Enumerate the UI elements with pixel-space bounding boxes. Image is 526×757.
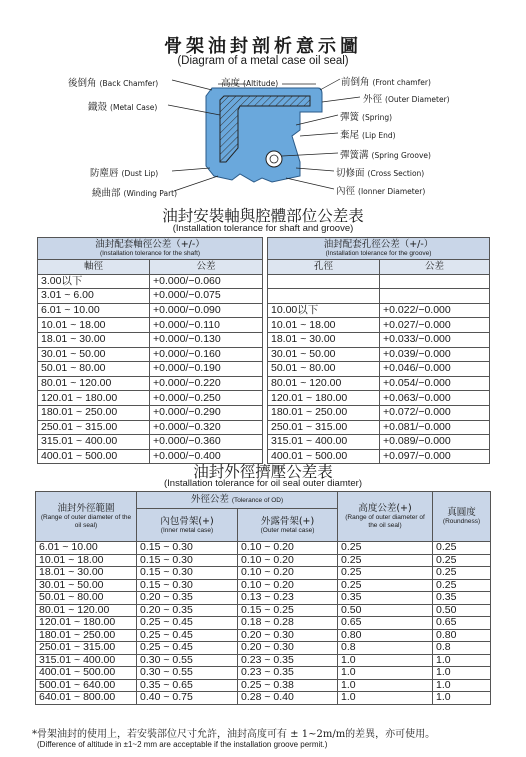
od-table-row: [36, 629, 491, 642]
height-header-zh: 高度公差(+): [358, 503, 412, 514]
groove-table-cell: +0.063/−0.000: [380, 391, 490, 406]
groove-col-tolerance: 公差: [380, 260, 490, 275]
groove-table-cell: +0.033/−0.000: [380, 332, 490, 347]
shaft-table-row: [38, 420, 263, 435]
od-table-cell: 0.25 ~ 0.38: [238, 679, 338, 692]
shaft-col-diameter: 軸徑: [38, 260, 150, 275]
shaft-table-row: [38, 318, 263, 333]
label-spring-groove-zh: 彈簧溝: [340, 150, 369, 161]
od-table-cell: 0.15 ~ 0.30: [137, 554, 238, 567]
shaft-table-cell: 3.00以下: [38, 274, 150, 289]
groove-table-cell: +0.089/−0.000: [380, 435, 490, 450]
od-table-cell: 180.01 ~ 250.00: [36, 629, 137, 642]
od-header: [137, 492, 338, 509]
groove-table-row: [268, 303, 490, 318]
shaft-table-cell: +0.000/−0.160: [150, 347, 263, 362]
label-lip-end-en: (Lip End): [362, 131, 396, 140]
shaft-table-row: [38, 435, 263, 450]
shaft-table-cell: 3.01 ~ 6.00: [38, 289, 150, 304]
od-table-cell: 0.10 ~ 0.20: [238, 542, 338, 555]
label-altitude-zh: 高度: [221, 78, 241, 89]
shaft-table-cell: 6.01 ~ 10.00: [38, 303, 150, 318]
od-table-cell: 0.23 ~ 0.35: [238, 654, 338, 667]
od-table-cell: 0.25: [433, 554, 491, 567]
od-table-cell: 0.25: [338, 567, 433, 580]
shaft-table-cell: +0.000/−0.250: [150, 391, 263, 406]
section2-title: 油封外徑擠壓公差表: [193, 463, 333, 481]
groove-table-cell: 315.01 ~ 400.00: [268, 435, 380, 450]
shaft-table-row: [38, 376, 263, 391]
od-table-cell: 0.20 ~ 0.30: [238, 642, 338, 655]
label-spring-groove: [340, 147, 431, 161]
groove-table-row: [268, 318, 490, 333]
label-lip-end: [340, 127, 396, 141]
shaft-header-en: (Installation tolerance for the shaft): [99, 250, 201, 257]
groove-header-zh: 油封配套孔徑公差（+/-）: [323, 239, 434, 250]
shaft-table-cell: +0.000/−0.400: [150, 449, 263, 464]
groove-table-row: [268, 274, 490, 289]
od-table-row: [36, 642, 491, 655]
shaft-table-cell: +0.000/−0.290: [150, 405, 263, 420]
label-altitude: [221, 75, 278, 89]
groove-table-cell: [380, 274, 490, 289]
shaft-table-cell: 50.01 ~ 80.00: [38, 362, 150, 377]
od-table-cell: 0.15 ~ 0.30: [137, 579, 238, 592]
shaft-table-cell: 30.01 ~ 50.00: [38, 347, 150, 362]
spring-circle: [266, 151, 282, 167]
groove-table-row: [268, 289, 490, 304]
od-table-cell: 0.10 ~ 0.20: [238, 567, 338, 580]
od-table-cell: 0.15 ~ 0.30: [137, 567, 238, 580]
od-table-row: [36, 654, 491, 667]
od-table-cell: 0.25: [433, 579, 491, 592]
od-table-cell: 0.10 ~ 0.20: [238, 554, 338, 567]
od-table-row: [36, 592, 491, 605]
od-table-cell: 0.25: [433, 542, 491, 555]
shaft-table-cell: +0.000/−0.220: [150, 376, 263, 391]
shaft-table-cell: +0.000/−0.130: [150, 332, 263, 347]
label-metal-case-en: (Metal Case): [110, 103, 158, 112]
od-table-cell: 0.40 ~ 0.75: [137, 692, 238, 705]
section2-subtitle: (Installation tolerance for oil seal outer diamter): [163, 478, 362, 489]
od-table-row: [36, 579, 491, 592]
od-table-cell: 0.65: [433, 617, 491, 630]
label-dust-lip-en: (Dust Lip): [121, 169, 159, 178]
groove-table-row: [268, 332, 490, 347]
inner-case-header-zh: 內包骨架(+): [160, 515, 214, 527]
footnote-zh: *骨架油封的使用上，若安裝部位尺寸允許，油封高度可有 ± 1~2m/m的差異，亦可使用。: [32, 729, 436, 740]
groove-table-row: [268, 420, 490, 435]
groove-table-cell: 400.01 ~ 500.00: [268, 449, 380, 464]
od-table-cell: 0.8: [338, 642, 433, 655]
shaft-table-cell: 80.01 ~ 120.00: [38, 376, 150, 391]
od-table-cell: 10.01 ~ 18.00: [36, 554, 137, 567]
od-table-cell: 1.0: [433, 667, 491, 680]
shaft-table-cell: 180.01 ~ 250.00: [38, 405, 150, 420]
od-table-cell: 0.15 ~ 0.25: [238, 604, 338, 617]
label-winding-part-en: (Winding Part): [123, 189, 178, 198]
shaft-table-header: [38, 238, 263, 260]
label-cross-section: [336, 165, 424, 179]
shaft-table-cell: +0.000/−0.090: [150, 303, 263, 318]
od-table-cell: 0.25: [433, 567, 491, 580]
od-table-cell: 50.01 ~ 80.00: [36, 592, 137, 605]
od-table-cell: 1.0: [338, 692, 433, 705]
od-table-cell: 0.28 ~ 0.40: [238, 692, 338, 705]
section1-title: 油封安裝軸與腔體部位公差表: [162, 207, 364, 225]
od-table-cell: 400.01 ~ 500.00: [36, 667, 137, 680]
od-table-cell: 1.0: [338, 667, 433, 680]
groove-header-en: (Installation tolerance for the groove): [325, 250, 432, 257]
od-table-cell: 1.0: [433, 654, 491, 667]
od-table-row: [36, 604, 491, 617]
shaft-table-cell: +0.000/−0.360: [150, 435, 263, 450]
groove-table-cell: +0.039/−0.000: [380, 347, 490, 362]
od-table-cell: 0.80: [338, 629, 433, 642]
od-table-cell: 18.01 ~ 30.00: [36, 567, 137, 580]
groove-table-header: [268, 238, 490, 260]
od-table-cell: 0.20 ~ 0.35: [137, 592, 238, 605]
outer-case-header-zh: 外露骨架(+): [260, 515, 315, 527]
shaft-table-cell: 400.01 ~ 500.00: [38, 449, 150, 464]
shaft-table-cell: +0.000/−0.110: [150, 318, 263, 333]
height-header-en: (Range of outer diameter of the oil seal): [345, 514, 425, 529]
od-table-row: [36, 567, 491, 580]
shaft-table-cell: +0.000/−0.075: [150, 289, 263, 304]
od-table-cell: 1.0: [433, 692, 491, 705]
od-table-cell: 250.01 ~ 315.00: [36, 642, 137, 655]
range-header: [36, 492, 137, 542]
shaft-table-row: [38, 303, 263, 318]
label-outer-diameter-zh: 外徑: [363, 94, 383, 105]
od-table-row: [36, 542, 491, 555]
groove-tolerance-table: [267, 237, 490, 464]
od-table-cell: 315.01 ~ 400.00: [36, 654, 137, 667]
label-winding-part: [92, 185, 177, 199]
groove-table-row: [268, 362, 490, 377]
label-spring-groove-en: (Spring Groove): [371, 151, 431, 160]
shaft-table-cell: +0.000/−0.190: [150, 362, 263, 377]
groove-table-cell: +0.027/−0.000: [380, 318, 490, 333]
label-back-chamfer: [68, 75, 158, 89]
od-table-cell: 0.25 ~ 0.45: [137, 642, 238, 655]
shaft-table-row: [38, 405, 263, 420]
roundness-header-en: (Roundness): [442, 518, 481, 525]
od-table-cell: 0.8: [433, 642, 491, 655]
section1-subtitle: (Installation tolerance for shaft and groove): [172, 223, 354, 234]
od-table-cell: 6.01 ~ 10.00: [36, 542, 137, 555]
label-altitude-en: (Altitude): [243, 79, 279, 88]
od-table-cell: 80.01 ~ 120.00: [36, 604, 137, 617]
label-front-chamfer-en: (Front chamfer): [372, 78, 431, 87]
shaft-table-row: [38, 289, 263, 304]
od-table-cell: 0.25 ~ 0.45: [137, 617, 238, 630]
od-table-cell: 0.10 ~ 0.20: [238, 579, 338, 592]
od-table-cell: 0.50: [433, 604, 491, 617]
od-table-cell: 0.20 ~ 0.30: [238, 629, 338, 642]
od-table-cell: 0.23 ~ 0.35: [238, 667, 338, 680]
groove-table-cell: +0.072/−0.000: [380, 405, 490, 420]
groove-table-cell: 10.01 ~ 18.00: [268, 318, 380, 333]
label-outer-diameter-en: (Outer Diameter): [385, 95, 450, 104]
od-header-en: (Tolerance of OD): [231, 497, 284, 505]
od-table-cell: 0.35: [338, 592, 433, 605]
shaft-table-cell: +0.000/−0.320: [150, 420, 263, 435]
od-table-cell: 0.35 ~ 0.65: [137, 679, 238, 692]
od-table-cell: 0.25: [338, 554, 433, 567]
od-table-row: [36, 667, 491, 680]
shaft-table-row: [38, 332, 263, 347]
roundness-header-zh: 真圓度: [447, 507, 476, 518]
groove-table-row: [268, 376, 490, 391]
od-header-zh: 外徑公差: [190, 494, 229, 506]
label-front-chamfer-zh: 前倒角: [341, 77, 370, 88]
outer-case-header: [238, 509, 338, 542]
shaft-table-row: [38, 274, 263, 289]
footnote-en: (Difference of altitude in ±1~2 mm are acceptable if the installation groove permit.): [37, 740, 328, 749]
od-table-cell: 120.01 ~ 180.00: [36, 617, 137, 630]
groove-table-cell: 10.00以下: [268, 303, 380, 318]
od-table-row: [36, 617, 491, 630]
label-back-chamfer-en: (Back Chamfer): [99, 79, 159, 88]
oil-seal-diagram: [0, 70, 526, 205]
od-table-cell: 0.18 ~ 0.28: [238, 617, 338, 630]
shaft-table-row: [38, 347, 263, 362]
page-title: 骨架油封剖析意示圖: [164, 36, 362, 57]
od-table-cell: 0.65: [338, 617, 433, 630]
label-front-chamfer: [341, 74, 431, 88]
groove-table-cell: 80.01 ~ 120.00: [268, 376, 380, 391]
shaft-table-row: [38, 391, 263, 406]
label-back-chamfer-zh: 後倒角: [68, 78, 97, 89]
groove-table-cell: +0.097/−0.000: [380, 449, 490, 464]
label-inner-diameter-en: (Ionner Diameter): [358, 187, 426, 196]
label-dust-lip-zh: 防塵唇: [90, 168, 119, 179]
od-table-cell: 640.01 ~ 800.00: [36, 692, 137, 705]
od-table-cell: 0.25 ~ 0.45: [137, 629, 238, 642]
od-table-cell: 1.0: [433, 679, 491, 692]
shaft-table-cell: 120.01 ~ 180.00: [38, 391, 150, 406]
label-spring-en: (Spring): [362, 113, 393, 122]
label-cross-section-zh: 切修面: [336, 168, 365, 179]
range-header-zh: 油封外徑範圍: [57, 503, 115, 514]
label-spring: [340, 109, 392, 123]
groove-table-cell: 180.01 ~ 250.00: [268, 405, 380, 420]
label-metal-case-zh: 鐵殼: [88, 102, 108, 113]
shaft-col-tolerance: 公差: [150, 260, 263, 275]
od-table-cell: 0.25: [338, 542, 433, 555]
label-cross-section-en: (Cross Section): [367, 169, 425, 178]
od-table-cell: 0.15 ~ 0.30: [137, 542, 238, 555]
od-table-row: [36, 679, 491, 692]
shaft-table-cell: 10.01 ~ 18.00: [38, 318, 150, 333]
label-inner-diameter-zh: 內徑: [336, 186, 356, 197]
groove-table-row: [268, 347, 490, 362]
od-table-cell: 0.35: [433, 592, 491, 605]
inner-case-header-en: (Inner metal case): [160, 526, 214, 534]
page-subtitle: (Diagram of a metal case oil seal): [177, 55, 349, 67]
outer-diameter-tolerance-table: [35, 491, 491, 705]
od-table-cell: 0.30 ~ 0.55: [137, 667, 238, 680]
shaft-tolerance-table: [37, 237, 263, 464]
label-outer-diameter: [363, 91, 450, 105]
roundness-header: [433, 492, 491, 542]
height-header: [338, 492, 433, 542]
shaft-table-cell: +0.000/−0.060: [150, 274, 263, 289]
groove-table-cell: 250.01 ~ 315.00: [268, 420, 380, 435]
od-table-cell: 0.80: [433, 629, 491, 642]
od-table-cell: 0.25: [338, 579, 433, 592]
groove-col-diameter: 孔徑: [268, 260, 380, 275]
label-dust-lip: [90, 165, 158, 179]
groove-table-cell: 120.01 ~ 180.00: [268, 391, 380, 406]
od-table-cell: 0.30 ~ 0.55: [137, 654, 238, 667]
label-winding-part-zh: 繞曲部: [92, 188, 121, 199]
shaft-header-zh: 油封配套軸徑公差（+/-）: [95, 239, 205, 250]
label-lip-end-zh: 棄尾: [340, 130, 360, 141]
label-metal-case: [88, 99, 157, 113]
groove-table-cell: 18.01 ~ 30.00: [268, 332, 380, 347]
od-table-cell: 1.0: [338, 679, 433, 692]
label-spring-zh: 彈簧: [340, 112, 360, 123]
shaft-table-cell: 315.01 ~ 400.00: [38, 435, 150, 450]
groove-table-row: [268, 405, 490, 420]
od-table-cell: 1.0: [338, 654, 433, 667]
inner-case-header: [137, 509, 238, 542]
groove-table-cell: [268, 274, 380, 289]
groove-table-row: [268, 391, 490, 406]
od-table-row: [36, 692, 491, 705]
od-table-cell: 30.01 ~ 50.00: [36, 579, 137, 592]
label-inner-diameter: [336, 183, 425, 197]
od-table-cell: 0.13 ~ 0.23: [238, 592, 338, 605]
od-table-row: [36, 554, 491, 567]
range-header-en: (Range of outer diameter of the oil seal): [40, 514, 132, 529]
groove-table-cell: 30.01 ~ 50.00: [268, 347, 380, 362]
groove-table-cell: [268, 289, 380, 304]
groove-table-cell: +0.081/−0.000: [380, 420, 490, 435]
od-table-cell: 0.50: [338, 604, 433, 617]
groove-table-cell: +0.046/−0.000: [380, 362, 490, 377]
groove-table-cell: +0.022/−0.000: [380, 303, 490, 318]
od-table-cell: 500.01 ~ 640.00: [36, 679, 137, 692]
groove-table-cell: [380, 289, 490, 304]
groove-table-cell: +0.054/−0.000: [380, 376, 490, 391]
shaft-table-cell: 250.01 ~ 315.00: [38, 420, 150, 435]
shaft-table-row: [38, 362, 263, 377]
od-table-cell: 0.20 ~ 0.35: [137, 604, 238, 617]
groove-table-cell: 50.01 ~ 80.00: [268, 362, 380, 377]
shaft-table-cell: 18.01 ~ 30.00: [38, 332, 150, 347]
groove-table-row: [268, 435, 490, 450]
outer-case-header-en: (Outer metal case): [260, 526, 315, 534]
